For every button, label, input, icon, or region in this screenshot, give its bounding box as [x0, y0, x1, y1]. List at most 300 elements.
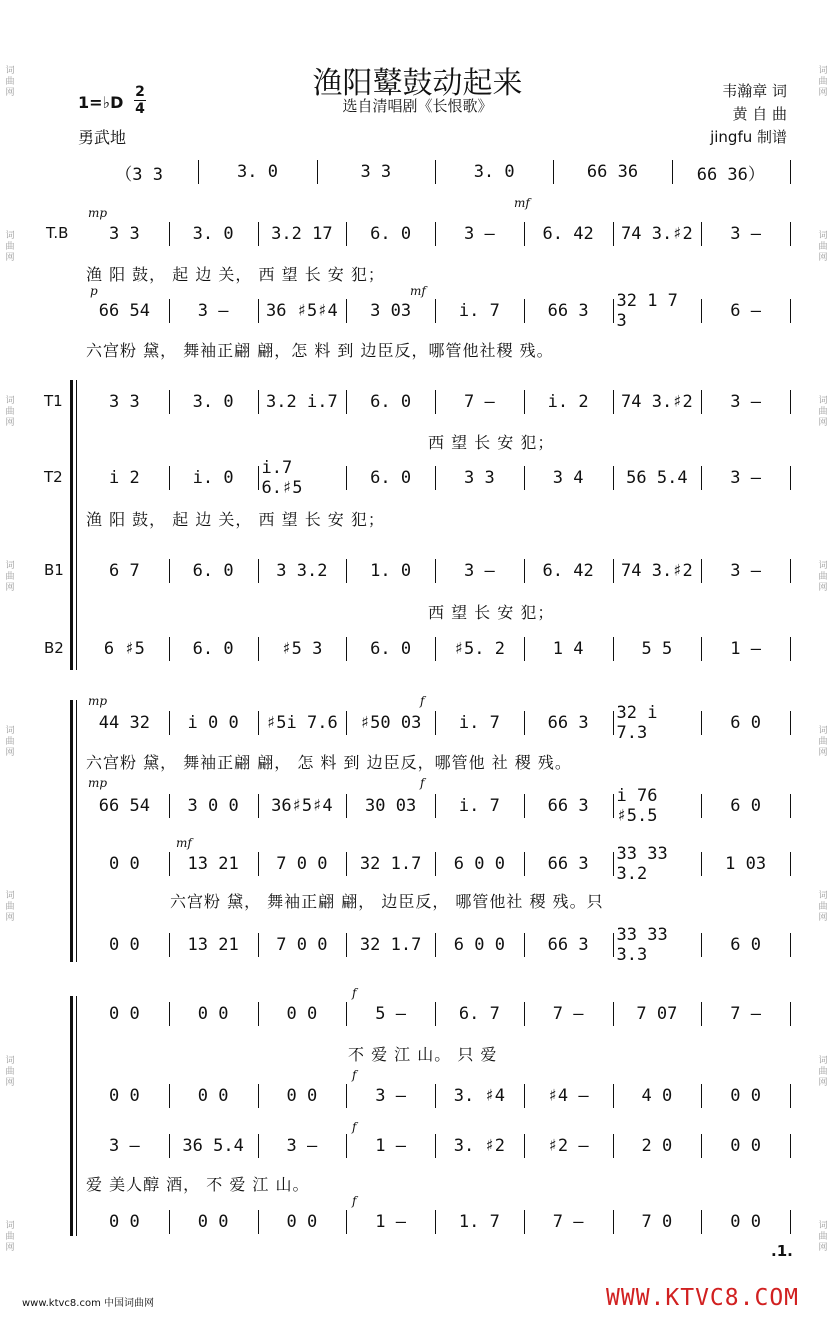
- bar-line: [258, 466, 259, 490]
- measure: 6. 0: [370, 392, 412, 412]
- side-mark: 词曲网: [5, 396, 15, 428]
- measure: 3 –: [375, 1086, 406, 1106]
- composer-credit: 黄 自 曲: [732, 105, 787, 123]
- measure: 66 36: [586, 162, 639, 182]
- measure: 66 3: [547, 854, 589, 874]
- measure: 66 3: [547, 796, 589, 816]
- measure: 3 –: [286, 1136, 318, 1156]
- dynamic-f: f: [352, 1068, 357, 1082]
- bar-line: [435, 1084, 436, 1108]
- bar-line: [524, 933, 525, 957]
- bar-line: [701, 852, 702, 876]
- measure: 3.2 17: [271, 224, 333, 244]
- bar-line: [524, 852, 525, 876]
- measure: 7 –: [464, 392, 495, 412]
- measure: 0 0: [109, 935, 140, 955]
- bar-line: [169, 1084, 170, 1108]
- bar-line: [524, 466, 525, 490]
- bar-line: [701, 222, 702, 246]
- measure: 66 36）: [696, 164, 765, 185]
- dynamic-f: f: [420, 776, 425, 790]
- b1-line: [0, 557, 835, 587]
- bar-line: [701, 933, 702, 957]
- bar-line: [258, 1210, 259, 1234]
- bar-line: [613, 299, 614, 323]
- bar-line: [701, 299, 702, 323]
- side-mark: 词曲网: [5, 1221, 15, 1253]
- measure: 5 –: [375, 1004, 406, 1024]
- lyrics-line-2: 六宫粉 黛， 舞袖正翩 翩，怎 料 到 边臣反，哪管他社稷 残。: [86, 341, 554, 360]
- measure: 3 03: [370, 301, 412, 321]
- bar-line: [435, 1002, 436, 1026]
- dynamic-p: p: [90, 284, 98, 298]
- measure: 3 3: [109, 224, 140, 244]
- bar-line: [524, 1134, 525, 1158]
- measure: 0 0: [109, 1086, 140, 1106]
- dynamic-f: f: [352, 1120, 357, 1134]
- measure: 3.2 i.7: [266, 392, 338, 412]
- page-number: .1.: [771, 1242, 793, 1260]
- song-title: 渔阳鼙鼓动起来: [312, 66, 523, 101]
- dynamic-f: f: [352, 1194, 357, 1208]
- measure: 6 0: [730, 713, 761, 733]
- bar-line: [169, 637, 170, 661]
- measure: i. 7: [458, 796, 500, 816]
- system-bracket-thin: [76, 996, 77, 1236]
- bar-line: [613, 711, 614, 735]
- b2-label: B2: [44, 639, 64, 657]
- side-mark: 词曲网: [818, 1056, 828, 1088]
- measure: 3 –: [464, 561, 495, 581]
- bar-line: [790, 711, 791, 735]
- measure: 13 21: [187, 854, 239, 874]
- bar-line: [435, 1134, 436, 1158]
- bar-line: [701, 390, 702, 414]
- measure: 33 33 3.3: [616, 925, 668, 965]
- measure: 3 –: [109, 1136, 140, 1156]
- dynamic-f: f: [420, 694, 425, 708]
- bar-line: [701, 1084, 702, 1108]
- dynamic-f: f: [352, 986, 357, 1000]
- measure: 6. 42: [542, 561, 594, 581]
- bar-line: [258, 1134, 259, 1158]
- bar-line: [169, 1002, 170, 1026]
- measure: 6. 0: [192, 561, 234, 581]
- song-subtitle: 选自清唱剧《长恨歌》: [342, 97, 493, 115]
- bar-line: [701, 466, 702, 490]
- dynamic-mp: mp: [88, 694, 108, 708]
- b1-lyrics: 西 望 长 安 犯；: [428, 603, 555, 622]
- bar-line: [435, 390, 436, 414]
- side-mark: 词曲网: [818, 66, 828, 98]
- bar-line: [613, 1084, 614, 1108]
- bar-line: [790, 160, 791, 184]
- bar-line: [169, 299, 170, 323]
- bar-line: [790, 1210, 791, 1234]
- measure: 3 –: [464, 224, 495, 244]
- measure: 0 0: [197, 1004, 229, 1024]
- dynamic-mf: mf: [514, 196, 530, 210]
- sys4-voice-1: [0, 1000, 835, 1030]
- bar-line: [613, 1002, 614, 1026]
- measure: 3. 0: [473, 162, 515, 182]
- measure: 32 1 7 3: [616, 291, 678, 331]
- bar-line: [435, 711, 436, 735]
- t2-line: [0, 458, 835, 498]
- bar-line: [435, 794, 436, 818]
- measure: 0 0: [197, 1212, 229, 1232]
- side-mark: 词曲网: [818, 396, 828, 428]
- bar-line: [613, 794, 614, 818]
- measure: 0 0: [730, 1086, 761, 1106]
- measure: ♯50 03: [359, 713, 422, 733]
- measure: 3 –: [730, 468, 761, 488]
- measure: 7 –: [730, 1004, 761, 1024]
- bar-line: [198, 160, 199, 184]
- intro-line: [0, 158, 835, 188]
- measure: 74 3.♯2: [621, 224, 693, 244]
- side-mark: 词曲网: [5, 231, 15, 263]
- side-mark: 词曲网: [5, 561, 15, 593]
- bar-line: [435, 160, 436, 184]
- bar-line: [613, 559, 614, 583]
- bar-line: [524, 390, 525, 414]
- bar-line: [258, 222, 259, 246]
- bar-line: [524, 711, 525, 735]
- bar-line: [169, 390, 170, 414]
- measure: 6 0 0: [453, 854, 505, 874]
- tb-label: T.B: [46, 224, 69, 242]
- measure: 0 0: [109, 1004, 140, 1024]
- sys4-lyrics-1: 不 爱 江 山。 只 爱: [348, 1045, 498, 1064]
- bar-line: [613, 1134, 614, 1158]
- bar-line: [524, 1210, 525, 1234]
- bar-line: [701, 1210, 702, 1234]
- measure: 0 0: [286, 1004, 318, 1024]
- measure: 3 –: [730, 561, 761, 581]
- dynamic-mf: mf: [176, 836, 192, 850]
- measure: 6 0 0: [453, 935, 505, 955]
- measure: 33 33 3.2: [616, 844, 668, 884]
- measure: 6. 0: [370, 639, 412, 659]
- bar-line: [258, 933, 259, 957]
- bar-line: [435, 933, 436, 957]
- measure: 3 –: [730, 224, 761, 244]
- measure: 0 0: [109, 854, 140, 874]
- sys3-voice-2: [0, 786, 835, 826]
- measure: i 0 0: [187, 713, 239, 733]
- t1-label: T1: [44, 392, 63, 410]
- bar-line: [524, 299, 525, 323]
- bar-line: [317, 160, 318, 184]
- bar-line: [553, 160, 554, 184]
- bar-line: [613, 466, 614, 490]
- bar-line: [524, 1084, 525, 1108]
- measure: i. 7: [458, 301, 500, 321]
- bar-line: [169, 852, 170, 876]
- measure: 0 0: [197, 1086, 229, 1106]
- measure: 3. 0: [192, 392, 234, 412]
- bar-line: [524, 559, 525, 583]
- measure: ♯5 3: [281, 639, 323, 659]
- tb-line-1: [0, 220, 835, 250]
- system-bracket-thin: [76, 380, 77, 670]
- measure: 7 –: [552, 1212, 584, 1232]
- bar-line: [524, 637, 525, 661]
- measure: 3 3: [109, 392, 140, 412]
- bar-line: [790, 1002, 791, 1026]
- bar-line: [169, 933, 170, 957]
- sys3-voice-3: [0, 844, 835, 884]
- sys4-lyrics-3: 爱 美人醇 酒， 不 爱 江 山。: [86, 1175, 310, 1194]
- bar-line: [258, 1084, 259, 1108]
- measure: 3 4: [552, 468, 584, 488]
- b2-line: [0, 635, 835, 665]
- measure: 66 3: [547, 713, 589, 733]
- side-mark: 词曲网: [818, 726, 828, 758]
- measure: 5 5: [641, 639, 673, 659]
- measure: 74 3.♯2: [621, 561, 693, 581]
- bar-line: [701, 1002, 702, 1026]
- measure: i. 7: [458, 713, 500, 733]
- measure: 1 03: [725, 854, 767, 874]
- measure: 66 54: [98, 301, 150, 321]
- measure: 7 07: [636, 1004, 678, 1024]
- bar-line: [346, 559, 347, 583]
- measure: 6. 0: [370, 224, 412, 244]
- measure: 6 0: [730, 796, 761, 816]
- measure: 1 4: [552, 639, 584, 659]
- measure: ♯5i 7.6: [266, 713, 338, 733]
- measure: 32 1.7: [359, 935, 422, 955]
- bar-line: [790, 222, 791, 246]
- tempo-marking: 勇武地: [78, 128, 127, 147]
- bar-line: [435, 222, 436, 246]
- bar-line: [258, 390, 259, 414]
- measure: 4 0: [641, 1086, 673, 1106]
- bar-line: [613, 852, 614, 876]
- measure: 6 7: [109, 561, 140, 581]
- bar-line: [258, 559, 259, 583]
- measure: 1. 0: [370, 561, 412, 581]
- measure: 36 ♯5♯4: [266, 301, 338, 321]
- measure: 7 –: [552, 1004, 584, 1024]
- bar-line: [346, 794, 347, 818]
- measure: 32 i 7.3: [616, 703, 658, 743]
- measure: 7 0 0: [276, 935, 328, 955]
- measure: 3. ♯4: [453, 1086, 505, 1106]
- bar-line: [435, 559, 436, 583]
- bar-line: [346, 852, 347, 876]
- bar-line: [790, 299, 791, 323]
- system-bracket: [70, 996, 73, 1236]
- sys4-voice-2: [0, 1082, 835, 1112]
- side-mark: 词曲网: [5, 726, 15, 758]
- bar-line: [701, 1134, 702, 1158]
- bar-line: [790, 559, 791, 583]
- side-mark: 词曲网: [818, 561, 828, 593]
- bar-line: [435, 637, 436, 661]
- bar-line: [346, 1134, 347, 1158]
- bar-line: [790, 1134, 791, 1158]
- bar-line: [524, 794, 525, 818]
- bar-line: [169, 794, 170, 818]
- measure: 66 3: [547, 301, 589, 321]
- footer-logo: WWW.KTVC8.COM: [606, 1285, 800, 1311]
- system-bracket: [70, 700, 73, 962]
- measure: 44 32: [98, 713, 150, 733]
- measure: 36 5.4: [182, 1136, 244, 1156]
- bar-line: [169, 466, 170, 490]
- bar-line: [790, 466, 791, 490]
- sys4-voice-4: [0, 1208, 835, 1238]
- measure: i. 2: [547, 392, 589, 412]
- measure: 30 03: [365, 796, 417, 816]
- side-mark: 词曲网: [818, 1221, 828, 1253]
- bar-line: [613, 637, 614, 661]
- measure: 3. ♯2: [453, 1136, 505, 1156]
- measure: 0 0: [286, 1086, 318, 1106]
- bar-line: [701, 794, 702, 818]
- side-mark: 词曲网: [5, 66, 15, 98]
- measure: 6. 0: [192, 639, 234, 659]
- measure: 1 –: [375, 1136, 406, 1156]
- bar-line: [169, 711, 170, 735]
- measure: 3. 0: [237, 162, 278, 182]
- bar-line: [790, 852, 791, 876]
- dynamic-mp: mp: [88, 206, 108, 220]
- bar-line: [613, 222, 614, 246]
- measure: 56 5.4: [626, 468, 688, 488]
- measure: 6. 0: [370, 468, 412, 488]
- t1-lyrics: 西 望 长 安 犯；: [428, 433, 555, 452]
- dynamic-mp: mp: [88, 776, 108, 790]
- bar-line: [346, 933, 347, 957]
- side-mark: 词曲网: [5, 891, 15, 923]
- bar-line: [346, 711, 347, 735]
- bar-line: [790, 390, 791, 414]
- measure: 32 1.7: [359, 854, 422, 874]
- bar-line: [258, 852, 259, 876]
- measure: 36♯5♯4: [271, 796, 333, 816]
- measure: 0 0: [730, 1212, 761, 1232]
- measure: i 2: [109, 468, 140, 488]
- dynamic-mf: mf: [410, 284, 426, 298]
- measure: （3 3: [115, 164, 164, 185]
- bar-line: [524, 222, 525, 246]
- bar-line: [790, 1084, 791, 1108]
- measure: 13 21: [187, 935, 239, 955]
- t2-lyrics: 渔 阳 鼓， 起 边 关， 西 望 长 安 犯；: [86, 510, 385, 529]
- lyrics-line-1: 渔 阳 鼓， 起 边 关， 西 望 长 安 犯；: [86, 265, 385, 284]
- bar-line: [790, 794, 791, 818]
- measure: 6 ♯5: [103, 639, 145, 659]
- bar-line: [346, 1002, 347, 1026]
- bar-line: [258, 1002, 259, 1026]
- sys3-lyrics-1: 六宫粉 黛， 舞袖正翩 翩， 怎 料 到 边臣反，哪管他 社 稷 残。: [86, 753, 572, 772]
- measure: 3 –: [730, 392, 761, 412]
- bar-line: [346, 299, 347, 323]
- bar-line: [613, 933, 614, 957]
- t2-label: T2: [44, 468, 63, 486]
- measure: 3 3.2: [276, 561, 328, 581]
- measure: 0 0: [730, 1136, 761, 1156]
- measure: 6 –: [730, 301, 761, 321]
- measure: i.7 6.♯5: [261, 458, 303, 498]
- measure: 66 3: [547, 935, 589, 955]
- key-signature: 1=♭D: [78, 93, 124, 112]
- time-signature: [134, 84, 146, 117]
- bar-line: [701, 559, 702, 583]
- measure: 66 54: [98, 796, 150, 816]
- measure: 2 0: [641, 1136, 673, 1156]
- measure: i. 0: [192, 468, 234, 488]
- bar-line: [435, 1210, 436, 1234]
- side-mark: 词曲网: [818, 891, 828, 923]
- bar-line: [169, 559, 170, 583]
- measure: 6 0: [730, 935, 761, 955]
- bar-line: [524, 1002, 525, 1026]
- b1-label: B1: [44, 561, 64, 579]
- bar-line: [258, 794, 259, 818]
- measure: 6. 42: [542, 224, 594, 244]
- bar-line: [346, 466, 347, 490]
- system-bracket: [70, 380, 73, 670]
- system-bracket-thin: [76, 700, 77, 962]
- measure: 0 0: [109, 1212, 140, 1232]
- lyricist-credit: 韦瀚章 词: [722, 82, 787, 100]
- bar-line: [672, 160, 673, 184]
- bar-line: [258, 637, 259, 661]
- time-bottom: 4: [135, 101, 145, 117]
- measure: 1 –: [730, 639, 761, 659]
- bar-line: [790, 637, 791, 661]
- measure: 3 3: [360, 162, 392, 182]
- bar-line: [790, 933, 791, 957]
- bar-line: [435, 299, 436, 323]
- side-mark: 词曲网: [818, 231, 828, 263]
- side-mark: 词曲网: [5, 1056, 15, 1088]
- bar-line: [701, 711, 702, 735]
- bar-line: [258, 711, 259, 735]
- sys4-voice-3: [0, 1132, 835, 1162]
- bar-line: [258, 299, 259, 323]
- measure: 0 0: [286, 1212, 318, 1232]
- bar-line: [346, 390, 347, 414]
- measure: 3 0 0: [187, 796, 239, 816]
- measure: 1. 7: [458, 1212, 500, 1232]
- time-top: 2: [135, 84, 145, 100]
- bar-line: [346, 1084, 347, 1108]
- bar-line: [701, 637, 702, 661]
- bar-line: [613, 1210, 614, 1234]
- bar-line: [169, 222, 170, 246]
- measure: 3 –: [197, 301, 229, 321]
- bar-line: [613, 390, 614, 414]
- measure: 7 0 0: [276, 854, 328, 874]
- measure: 6. 7: [458, 1004, 500, 1024]
- bar-line: [346, 222, 347, 246]
- measure: 74 3.♯2: [621, 392, 693, 412]
- bar-line: [169, 1134, 170, 1158]
- sys3-lyrics-3: 六宫粉 黛， 舞袖正翩 翩， 边臣反， 哪管他社 稷 残。只: [170, 892, 604, 911]
- t1-line: [0, 388, 835, 418]
- sys3-voice-4: [0, 925, 835, 965]
- measure: ♯2 –: [547, 1136, 589, 1156]
- bar-line: [435, 852, 436, 876]
- measure: 3. 0: [192, 224, 234, 244]
- bar-line: [435, 466, 436, 490]
